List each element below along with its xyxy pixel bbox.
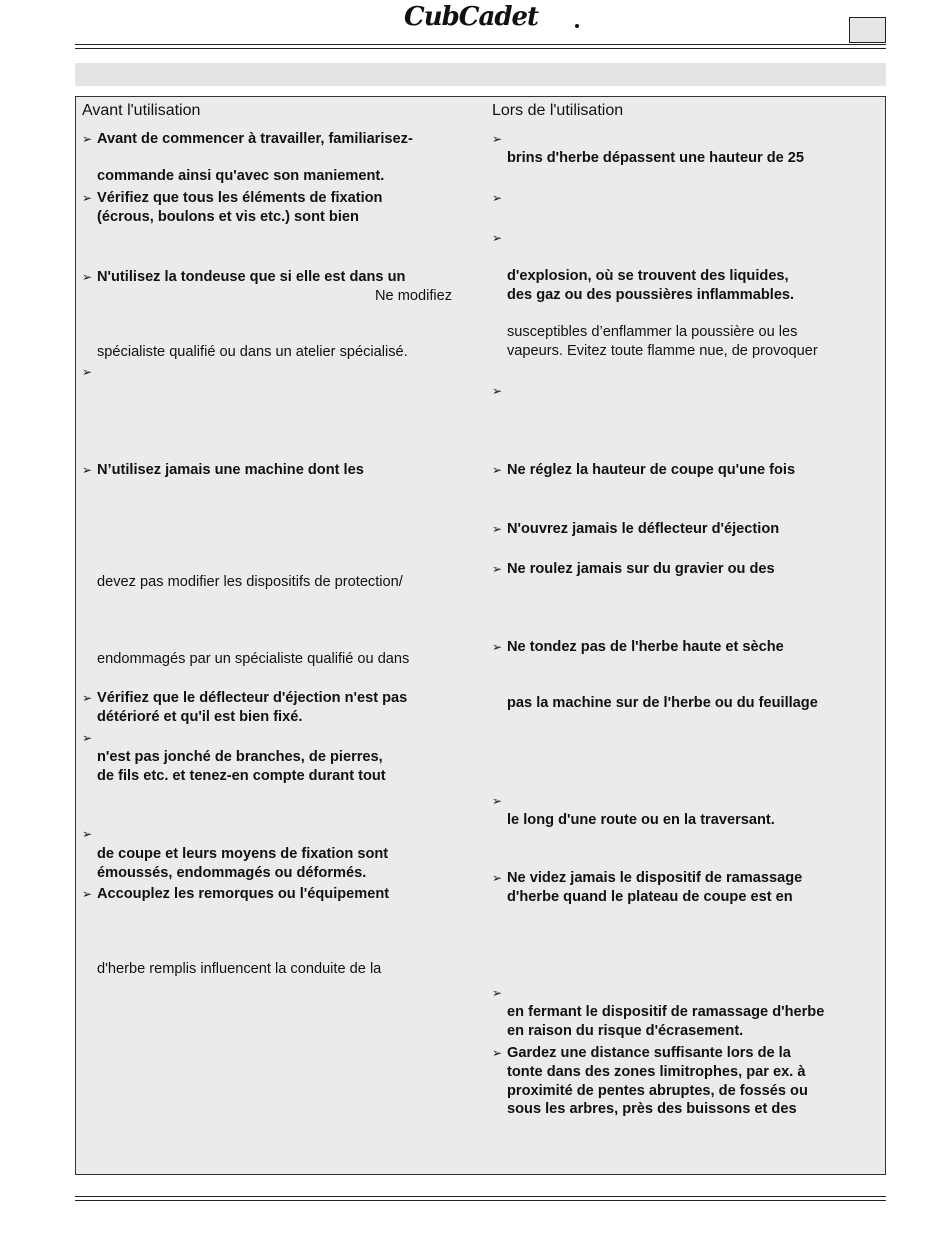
right-line: des gaz ou des poussières inflammables. bbox=[507, 287, 795, 303]
right-line: d'explosion, où se trouvent des liquides, bbox=[507, 268, 789, 284]
right-line: tonte dans des zones limitrophes, par ex. à bbox=[507, 1064, 806, 1080]
right-line: proximité de pentes abruptes, de fossés ou bbox=[507, 1083, 808, 1099]
left-line: Accouplez les remorques ou l'équipement bbox=[97, 886, 390, 902]
right-line: brins d'herbe dépassent une hauteur de 25 bbox=[507, 150, 805, 166]
left-line: (écrous, boulons et vis etc.) sont bien bbox=[97, 209, 359, 225]
right-line: sous les arbres, près des buissons et des bbox=[507, 1101, 797, 1117]
logo-dot bbox=[575, 24, 579, 28]
right-line: le long d'une route ou en la traversant. bbox=[507, 812, 775, 828]
right-line: en fermant le dispositif de ramassage d'herbe bbox=[507, 1004, 825, 1020]
bullet-arrow-icon: ➢ bbox=[492, 384, 503, 398]
right-heading: Lors de l'utilisation bbox=[492, 102, 624, 119]
right-line: Ne videz jamais le dispositif de ramassage bbox=[507, 870, 803, 886]
right-line: Ne réglez la hauteur de coupe qu'une fois bbox=[507, 462, 796, 478]
left-line: commande ainsi qu'avec son maniement. bbox=[97, 168, 385, 184]
bullet-arrow-icon: ➢ bbox=[82, 827, 93, 841]
bullet-arrow-icon: ➢ bbox=[492, 986, 503, 1000]
right-line: vapeurs. Evitez toute flamme nue, de provoquer bbox=[507, 343, 818, 359]
right-line: Ne tondez pas de l'herbe haute et sèche bbox=[507, 639, 784, 655]
bullet-arrow-icon: ➢ bbox=[492, 794, 503, 808]
page-number-box bbox=[849, 17, 886, 43]
left-heading: Avant l'utilisation bbox=[82, 102, 201, 119]
bullet-arrow-icon: ➢ bbox=[82, 270, 93, 284]
left-line: Vérifiez que le déflecteur d'éjection n'est pas bbox=[97, 690, 408, 706]
bullet-arrow-icon: ➢ bbox=[492, 871, 503, 885]
header-rule-bottom bbox=[75, 48, 886, 49]
right-line: N'ouvrez jamais le déflecteur d'éjection bbox=[507, 521, 780, 537]
bullet-arrow-icon: ➢ bbox=[492, 231, 503, 245]
right-line: Ne roulez jamais sur du gravier ou des bbox=[507, 561, 775, 577]
left-line: N’utilisez jamais une machine dont les bbox=[97, 462, 364, 478]
section-title-band bbox=[75, 63, 886, 86]
bullet-arrow-icon: ➢ bbox=[82, 887, 93, 901]
brand-logo bbox=[404, 4, 579, 36]
bullet-arrow-icon: ➢ bbox=[492, 640, 503, 654]
footer-rule-top bbox=[75, 1196, 886, 1197]
bullet-arrow-icon: ➢ bbox=[492, 191, 503, 205]
left-line: de fils etc. et tenez-en compte durant tout bbox=[97, 768, 386, 784]
bullet-arrow-icon: ➢ bbox=[492, 522, 503, 536]
bullet-arrow-icon: ➢ bbox=[82, 365, 93, 379]
bullet-arrow-icon: ➢ bbox=[82, 463, 93, 477]
right-line: susceptibles d’enflammer la poussière ou les bbox=[507, 324, 798, 340]
bullet-arrow-icon: ➢ bbox=[492, 463, 503, 477]
right-line: Gardez une distance suffisante lors de la bbox=[507, 1045, 791, 1061]
right-line: d'herbe quand le plateau de coupe est en bbox=[507, 889, 793, 905]
bullet-arrow-icon: ➢ bbox=[82, 691, 93, 705]
left-line: Avant de commencer à travailler, familiarisez- bbox=[97, 131, 413, 147]
header-rule-top bbox=[75, 44, 886, 45]
logo-text: CubCadet bbox=[404, 2, 539, 32]
bullet-arrow-icon: ➢ bbox=[82, 731, 93, 745]
footer-rule-bottom bbox=[75, 1200, 886, 1201]
left-line: endommagés par un spécialiste qualifié ou dans bbox=[97, 651, 410, 667]
left-line: de coupe et leurs moyens de fixation sont bbox=[97, 846, 389, 862]
bullet-arrow-icon: ➢ bbox=[82, 132, 93, 146]
left-line: spécialiste qualifié ou dans un atelier spécialisé. bbox=[97, 344, 408, 360]
right-line: en raison du risque d'écrasement. bbox=[507, 1023, 744, 1039]
left-line: émoussés, endommagés ou déformés. bbox=[97, 865, 367, 881]
content-panel bbox=[75, 96, 886, 1175]
left-line: N'utilisez la tondeuse que si elle est dans un bbox=[97, 269, 406, 285]
bullet-arrow-icon: ➢ bbox=[82, 191, 93, 205]
bullet-arrow-icon: ➢ bbox=[492, 562, 503, 576]
bullet-arrow-icon: ➢ bbox=[492, 1046, 503, 1060]
left-line: détérioré et qu'il est bien fixé. bbox=[97, 709, 303, 725]
left-line: n'est pas jonché de branches, de pierres, bbox=[97, 749, 383, 765]
bullet-arrow-icon: ➢ bbox=[492, 132, 503, 146]
left-line: devez pas modifier les dispositifs de protection/ bbox=[97, 574, 403, 590]
left-line: d'herbe remplis influencent la conduite de la bbox=[97, 961, 382, 977]
left-line: Ne modifiez bbox=[375, 288, 453, 304]
right-line: pas la machine sur de l'herbe ou du feuillage bbox=[507, 695, 818, 711]
left-line: Vérifiez que tous les éléments de fixation bbox=[97, 190, 383, 206]
